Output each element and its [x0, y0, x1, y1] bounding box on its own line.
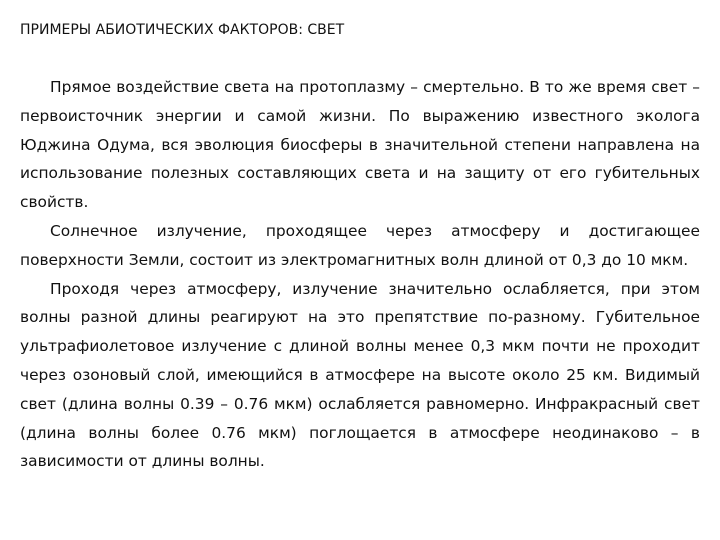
- slide-title: ПРИМЕРЫ АБИОТИЧЕСКИХ ФАКТОРОВ: СВЕТ: [20, 22, 345, 38]
- paragraph-atmosphere-attenuation: Проходя через атмосферу, излучение значительно ослабляется, при этом волны разной длины реагируют на это препятствие по-разному. Губительное ультрафиолетовое излучение с длиной волны менее 0,3 мкм почти не проходит через озоновый слой, имеющийся в атмосфере на высоте около 25 км. Видимый свет (длина волны 0.39 – 0.76 мкм) ослабляется равномерно. Инфракрасный свет (длина волны более 0.76 мкм) поглощается в атмосфере неодинаково – в зависимости от длины волны.: [20, 279, 700, 471]
- paragraph-solar-radiation: Солнечное излучение, проходящее через атмосферу и достигающее поверхности Земли, состоит из электромагнитных волн длиной от 0,3 до 10 мкм.: [20, 221, 700, 269]
- slide-body: [20, 73, 700, 476]
- paragraph-light-effects: Прямое воздействие света на протоплазму – смертельно. В то же время свет – первоисточник энергии и самой жизни. По выражению известного эколога Юджина Одума, вся эволюция биосферы в значительной степени направлена на использование полезных составляющих света и на защиту от его губительных свойств.: [20, 78, 700, 212]
